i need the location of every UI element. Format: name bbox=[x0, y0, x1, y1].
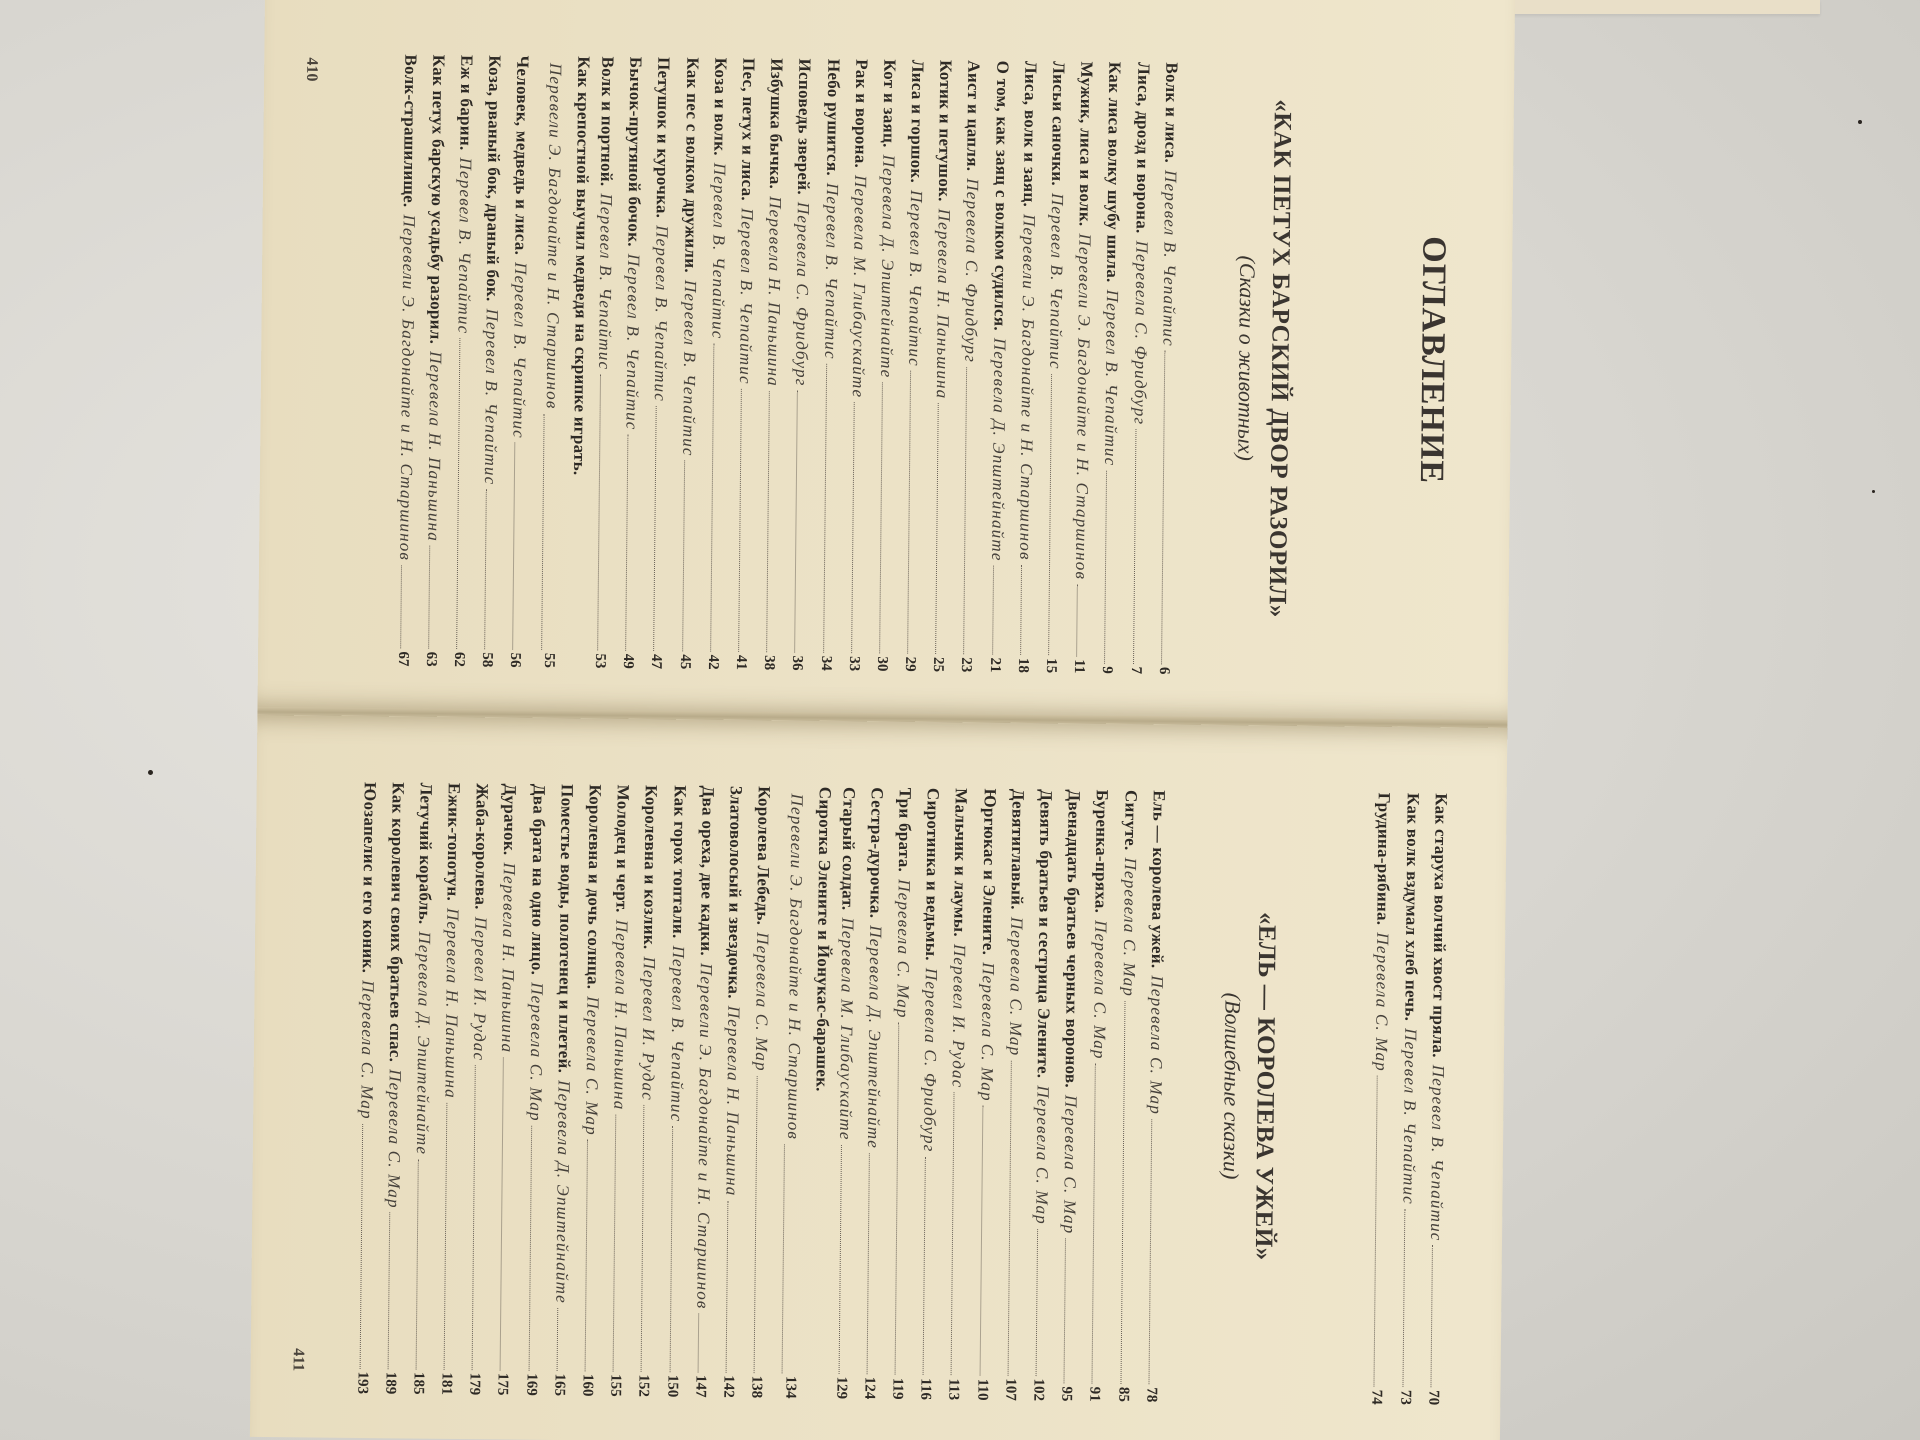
entry-title: Котик и петушок. bbox=[935, 59, 956, 202]
dot-leader bbox=[513, 443, 516, 650]
entry-title: Ежик-топотун. bbox=[443, 782, 464, 902]
entry-page-number: 185 bbox=[410, 1372, 427, 1395]
entry-translator: Перевела С. Мар bbox=[356, 980, 378, 1120]
entry-page-number: 160 bbox=[579, 1373, 596, 1397]
entry-translator: Перевел В. Чепайтис bbox=[820, 182, 842, 360]
entry-translator: Перевел В. Чепайтис bbox=[509, 262, 531, 440]
page-number-left: 410 bbox=[303, 57, 321, 82]
entry-page-number: 6 bbox=[1155, 666, 1172, 675]
entry-title: Летучий корабль. bbox=[415, 782, 436, 925]
entry-title: Сигуте. bbox=[1120, 789, 1141, 851]
dot-leader bbox=[964, 367, 968, 654]
entry-page-number: 18 bbox=[1014, 657, 1031, 673]
entry-page-number: 179 bbox=[466, 1372, 483, 1396]
entry-page-number: 113 bbox=[945, 1378, 963, 1401]
entry-page-number: 116 bbox=[917, 1378, 934, 1400]
dust-speck bbox=[1858, 120, 1862, 124]
entry-page-number: 41 bbox=[732, 654, 750, 671]
entry-title: Как пес с волком дружили. bbox=[680, 57, 702, 274]
dot-leader bbox=[754, 1076, 758, 1373]
dot-leader bbox=[1402, 1209, 1405, 1387]
entry-title: Старый солдат. bbox=[838, 786, 859, 911]
entry-title: Как королевич своих братьев спас. bbox=[385, 782, 408, 1063]
entry-page-number: 62 bbox=[451, 651, 468, 668]
dot-leader bbox=[556, 1308, 558, 1371]
dot-leader bbox=[1036, 1229, 1039, 1376]
entry-page-number: 33 bbox=[845, 656, 862, 672]
entry-translator: Перевел В. Чепайтис bbox=[481, 308, 502, 486]
toc-entry bbox=[1424, 793, 1459, 1405]
dot-leader bbox=[654, 406, 658, 651]
entry-page-number: 21 bbox=[986, 657, 1003, 673]
entry-title: Волк и лиса. bbox=[1161, 62, 1182, 164]
dot-leader bbox=[879, 382, 883, 653]
dot-leader bbox=[795, 391, 799, 653]
entry-title: Златоволосый и звездочка. bbox=[724, 785, 746, 999]
entry-title: Человек, медведь и лиса. bbox=[511, 55, 533, 256]
entry-page-number: 152 bbox=[635, 1374, 652, 1398]
entry-page-number: 142 bbox=[720, 1375, 737, 1398]
dot-leader bbox=[359, 1124, 363, 1369]
entry-page-number: 34 bbox=[817, 655, 834, 671]
dot-leader bbox=[838, 1145, 841, 1374]
entry-translator: Перевела Н. Паньшина bbox=[441, 908, 463, 1099]
entry-page-number: 56 bbox=[507, 652, 524, 668]
dot-leader bbox=[400, 565, 402, 648]
entry-title: Королевна и козлик. bbox=[640, 784, 662, 950]
toc-entry bbox=[1155, 62, 1190, 674]
dot-leader bbox=[541, 413, 544, 649]
entry-translator: Перевела С. Мар bbox=[1090, 920, 1111, 1060]
dot-leader bbox=[597, 374, 601, 650]
entry-title: Мужик, лиса и волк. bbox=[1075, 61, 1097, 227]
entry-translator: Перевела М. Глибаускайте bbox=[848, 175, 870, 399]
entry-translator: Перевела С. Мар bbox=[1372, 932, 1393, 1073]
entry-translator: Перевела Н. Паньшина bbox=[933, 208, 955, 400]
entry-translator: Перевела С. Мар bbox=[893, 879, 914, 1019]
dot-leader bbox=[669, 1126, 673, 1371]
left-page bbox=[258, 0, 1515, 722]
entry-page-number: 138 bbox=[748, 1375, 765, 1399]
entry-page-number: 9 bbox=[1099, 666, 1116, 674]
book-spread bbox=[250, 0, 1515, 1440]
entry-page-number: 95 bbox=[1058, 1386, 1075, 1402]
entry-translator: Перевели Э. Багдонайте и Н. Старшинов bbox=[693, 962, 716, 1310]
entry-title: Волк-страшилище. bbox=[399, 54, 421, 208]
entry-translator: Перевела Д. Эпштейнайте bbox=[987, 337, 1010, 562]
entry-page-number: 193 bbox=[353, 1371, 371, 1395]
dot-leader bbox=[697, 1314, 699, 1373]
toc-entry bbox=[776, 786, 839, 1399]
toc-list-animals bbox=[394, 54, 1190, 674]
entry-translator: Перевел В. Чепайтис bbox=[1046, 192, 1068, 370]
entry-page-number: 175 bbox=[494, 1372, 512, 1396]
entry-title: Как лиса волку шубу шила. bbox=[1103, 61, 1125, 283]
dot-leader bbox=[1092, 1064, 1096, 1384]
entry-title: Поместье воды, полотенец и плетей. bbox=[554, 784, 577, 1074]
entry-page-number: 45 bbox=[676, 654, 693, 670]
entry-page-number: 155 bbox=[607, 1374, 624, 1397]
entry-title: Девятиглавый. bbox=[1007, 788, 1028, 910]
dot-leader bbox=[1076, 584, 1078, 656]
entry-page-number: 102 bbox=[1030, 1378, 1047, 1402]
dot-leader bbox=[1148, 1119, 1152, 1384]
entry-title: Королева Лебедь. bbox=[753, 786, 774, 926]
entry-page-number: 119 bbox=[889, 1377, 906, 1400]
entry-translator: Перевел В. Чепайтис bbox=[454, 157, 476, 335]
entry-title: Грудина-рябина. bbox=[1373, 792, 1395, 926]
dot-leader bbox=[1120, 1001, 1125, 1384]
entry-translator: Перевела С. Мар bbox=[1032, 1085, 1053, 1226]
entry-title: Исповедь зверей. bbox=[794, 58, 815, 196]
dot-leader bbox=[416, 1159, 419, 1369]
dot-leader bbox=[472, 1065, 476, 1369]
dot-leader bbox=[585, 1140, 588, 1371]
entry-title: Сиротка Элените и Йонукас-барашек. bbox=[812, 786, 835, 1092]
entry-translator: Перевел В. Чепайтис bbox=[666, 945, 688, 1123]
entry-title: Девять братьев и сестрица Элените. bbox=[1033, 789, 1056, 1079]
entry-title: Коза и волк. bbox=[710, 57, 731, 156]
page-number-right: 411 bbox=[289, 1348, 307, 1372]
dot-leader bbox=[907, 371, 911, 654]
entry-title: Лиса, дрозд и ворона. bbox=[1132, 62, 1153, 234]
dot-leader bbox=[782, 1144, 785, 1373]
entry-translator: Перевел В. Чепайтис bbox=[1159, 169, 1181, 347]
entry-title: Лиса, волк и заяц. bbox=[1019, 60, 1041, 208]
dot-leader bbox=[1048, 374, 1052, 655]
entry-translator: Перевели Э. Багдонайте и Н. Старшинов bbox=[542, 62, 566, 410]
entry-title: Небо рушится. bbox=[822, 58, 843, 177]
entry-title: Бычок-прутяной бочок. bbox=[624, 56, 646, 247]
section-title-animals: «КАК ПЕТУХ БАРСКИЙ ДВОР РАЗОРИЛ» bbox=[1263, 99, 1296, 618]
dot-leader bbox=[1133, 429, 1136, 663]
dot-leader bbox=[935, 403, 939, 654]
entry-page-number: 11 bbox=[1071, 659, 1088, 674]
entry-title: Два брата на одно лицо. bbox=[527, 783, 549, 976]
entry-title: Буренка-пряха. bbox=[1091, 789, 1113, 914]
dot-leader bbox=[613, 1114, 617, 1371]
entry-page-number: 165 bbox=[551, 1373, 568, 1397]
dot-leader bbox=[428, 546, 430, 649]
dot-leader bbox=[766, 391, 770, 652]
entry-title: Сестра-дурочка. bbox=[866, 787, 887, 919]
entry-translator: Перевел В. Чепайтис bbox=[1399, 1028, 1420, 1206]
entry-translator: Перевела С. Мар bbox=[1119, 857, 1140, 998]
entry-translator: Перевела С. Фридбург bbox=[792, 201, 814, 387]
entry-title: Как волк вздумал хлеб печь. bbox=[1400, 792, 1423, 1022]
dot-leader bbox=[500, 1057, 504, 1370]
dot-leader bbox=[823, 364, 827, 653]
entry-translator: Перевели Э. Багдонайте и Н. Старшинов bbox=[395, 214, 419, 562]
entry-title: Юргюкас и Элените. bbox=[978, 788, 1000, 956]
entry-title: Аист и цапля. bbox=[963, 60, 984, 172]
toc-entry bbox=[535, 56, 598, 669]
entry-translator: Перевели Э. Багдонайте и Н. Старшинов bbox=[783, 793, 807, 1141]
entry-title: Волк и портной. bbox=[597, 56, 618, 187]
section-title-magic: «ЕЛЬ — КОРОЛЕВА УЖЕЙ» bbox=[1249, 911, 1281, 1261]
entry-translator: Перевела С. Мар bbox=[977, 962, 998, 1102]
dot-leader bbox=[456, 338, 460, 649]
toc-entry bbox=[1142, 790, 1177, 1402]
entry-title: Как горох топтали. bbox=[668, 785, 690, 939]
entry-title: Петушок и курочка. bbox=[653, 56, 674, 219]
entry-translator: Перевела С. Мар bbox=[384, 1069, 405, 1209]
toc-title: ОГЛАВЛЕНИЕ bbox=[1412, 236, 1453, 485]
section-subtitle-animals: (Сказки о животных) bbox=[1233, 255, 1261, 461]
dot-leader bbox=[867, 1153, 870, 1374]
dot-leader bbox=[682, 461, 685, 652]
entry-title: Два ореха, две кадки. bbox=[696, 785, 718, 957]
toc-list-continued bbox=[1368, 793, 1459, 1406]
dot-leader bbox=[1374, 1076, 1378, 1387]
entry-title: Как крепостной выучил медведя на скрипке играть. bbox=[570, 56, 594, 476]
entry-title: Дурачок. bbox=[500, 783, 521, 856]
entry-translator: Перевел В. Чепайтис bbox=[651, 225, 673, 403]
entry-translator: Перевела С. Фридбург bbox=[961, 178, 983, 364]
dot-leader bbox=[895, 1023, 900, 1375]
entry-page-number: 124 bbox=[861, 1376, 878, 1400]
entry-page-number: 91 bbox=[1086, 1386, 1103, 1402]
entry-translator: Перевел В. Чепайтис bbox=[905, 190, 927, 367]
entry-page-number: 42 bbox=[704, 654, 721, 670]
entry-page-number: 36 bbox=[789, 655, 806, 671]
section-subtitle-magic: (Волшебные сказки) bbox=[1218, 992, 1246, 1180]
entry-translator: Перевела Д. Эпштейнайте bbox=[552, 1080, 574, 1304]
dot-leader bbox=[1430, 1246, 1432, 1388]
entry-page-number: 78 bbox=[1143, 1387, 1160, 1403]
dot-leader bbox=[726, 1201, 729, 1373]
entry-page-number: 15 bbox=[1042, 658, 1060, 674]
entry-translator: Перевела С. Мар bbox=[525, 982, 547, 1122]
dot-leader bbox=[951, 1092, 955, 1375]
entry-title: Лиса и горшок. bbox=[907, 59, 928, 184]
entry-translator: Перевела С. Мар bbox=[1005, 916, 1027, 1057]
entry-translator: Перевел В. Чепайтис bbox=[1101, 289, 1123, 467]
entry-title: Избушка бычка. bbox=[766, 58, 787, 190]
dot-leader bbox=[1020, 565, 1022, 655]
entry-page-number: 47 bbox=[648, 653, 665, 670]
entry-page-number: 67 bbox=[394, 651, 411, 667]
entry-translator: Перевел В. Чепайтис bbox=[678, 279, 700, 457]
entry-page-number: 63 bbox=[422, 651, 440, 667]
entry-translator: Перевела Н. Паньшина bbox=[498, 862, 520, 1054]
entry-page-number: 110 bbox=[973, 1378, 991, 1401]
entry-translator: Перевел В. Чепайтис bbox=[708, 162, 730, 340]
entry-translator: Перевела Н. Паньшина bbox=[610, 919, 632, 1111]
dot-leader bbox=[1104, 470, 1107, 663]
entry-title: Юозапелис и его коник. bbox=[358, 781, 380, 974]
entry-page-number: 74 bbox=[1368, 1389, 1385, 1405]
entry-translator: Перевела Н. Паньшина bbox=[764, 196, 786, 387]
entry-translator: Перевела Н. Паньшина bbox=[722, 1005, 744, 1197]
dot-leader bbox=[992, 566, 994, 655]
toc-list-magic bbox=[353, 782, 1177, 1403]
dot-leader bbox=[625, 435, 628, 651]
dot-leader bbox=[484, 489, 487, 649]
entry-title: Сиротинка и ведьмы. bbox=[922, 787, 944, 962]
entry-title: Три брата. bbox=[894, 787, 915, 873]
dot-leader bbox=[1161, 351, 1165, 664]
entry-page-number: 23 bbox=[958, 657, 975, 673]
entry-page-number: 85 bbox=[1114, 1386, 1132, 1403]
entry-page-number: 30 bbox=[873, 656, 891, 672]
entry-translator: Перевели Э. Багдонайте и Н. Старшинов bbox=[1072, 233, 1095, 581]
entry-title: Как старуха волчий хвост пряла. bbox=[1428, 793, 1451, 1058]
entry-page-number: 38 bbox=[761, 655, 778, 671]
entry-page-number: 150 bbox=[663, 1374, 681, 1398]
entry-page-number: 73 bbox=[1396, 1389, 1414, 1406]
dust-speck bbox=[148, 770, 153, 775]
entry-translator: Перевел В. Чепайтис bbox=[622, 253, 644, 431]
entry-page-number: 181 bbox=[438, 1372, 455, 1395]
entry-page-number: 25 bbox=[930, 656, 947, 673]
entry-translator: Перевела Д. Эпштейнайте bbox=[863, 925, 886, 1150]
entry-translator: Перевел В. Чепайтис bbox=[1426, 1064, 1448, 1242]
right-page bbox=[250, 715, 1507, 1440]
entry-translator: Перевела С. Мар bbox=[1060, 1094, 1081, 1235]
entry-title: Молодец и черт. bbox=[612, 784, 633, 913]
entry-page-number: 55 bbox=[540, 652, 557, 669]
dot-leader bbox=[444, 1103, 448, 1370]
entry-translator: Перевела С. Фридбург bbox=[1130, 240, 1152, 426]
dot-leader bbox=[851, 402, 855, 653]
entry-title: Лисьи саночки. bbox=[1048, 61, 1069, 187]
entry-translator: Перевел В. Чепайтис bbox=[595, 193, 616, 371]
entry-title: Ель — королева ужей. bbox=[1147, 790, 1169, 969]
entry-page-number: 58 bbox=[479, 652, 496, 668]
entry-translator: Перевел И. Рудас bbox=[470, 916, 491, 1062]
dot-leader bbox=[710, 344, 714, 652]
entry-translator: Перевела С. Мар bbox=[582, 996, 603, 1136]
entry-translator: Перевел И. Рудас bbox=[949, 943, 970, 1089]
entry-page-number: 134 bbox=[781, 1375, 799, 1399]
entry-title: Кот и заяц. bbox=[879, 59, 900, 148]
entry-page-number: 147 bbox=[692, 1374, 709, 1398]
entry-title: Пес, петух и лиса. bbox=[737, 57, 759, 202]
entry-title: Еж и барин. bbox=[456, 54, 477, 151]
entry-translator: Перевела С. Мар bbox=[1146, 975, 1167, 1116]
dot-leader bbox=[1064, 1238, 1067, 1383]
entry-title: Рак и ворона. bbox=[850, 59, 872, 169]
dot-leader bbox=[387, 1213, 390, 1369]
entry-page-number: 49 bbox=[620, 653, 637, 669]
entry-translator: Перевели Э. Багдонайте и Н. Старшинов bbox=[1015, 213, 1039, 561]
entry-translator: Перевела Н. Паньшина bbox=[424, 351, 446, 543]
entry-translator: Перевела С. Фридбург bbox=[920, 967, 942, 1153]
dot-leader bbox=[979, 1106, 983, 1376]
entry-title: Двенадцать братьев черных воронов. bbox=[1061, 789, 1084, 1089]
entry-title: Мальчик и лаумы. bbox=[950, 788, 972, 938]
entry-page-number: 70 bbox=[1425, 1390, 1442, 1406]
entry-title: Жаба-королева. bbox=[471, 783, 493, 910]
entry-page-number: 189 bbox=[382, 1371, 399, 1395]
entry-page-number: 107 bbox=[1002, 1378, 1019, 1401]
entry-page-number: 7 bbox=[1127, 666, 1144, 675]
dot-leader bbox=[1007, 1060, 1011, 1375]
entry-title: О том, как заяц с волком судился. bbox=[990, 60, 1013, 332]
entry-translator: Перевел И. Рудас bbox=[638, 956, 660, 1102]
entry-title: Королевна и дочь солнца. bbox=[583, 784, 605, 990]
dot-leader bbox=[738, 389, 742, 652]
dot-leader bbox=[923, 1157, 926, 1376]
entry-title: Коза, рваный бок, драный бок. bbox=[483, 55, 505, 302]
entry-page-number: 129 bbox=[833, 1376, 850, 1400]
dust-speck bbox=[1872, 490, 1875, 493]
dot-leader bbox=[641, 1105, 645, 1371]
entry-translator: Перевела Д. Эпштейнайте bbox=[412, 931, 435, 1156]
entry-page-number: 169 bbox=[522, 1373, 540, 1396]
entry-page-number: 53 bbox=[592, 653, 609, 669]
entry-title: Как петух барскую усадьбу разорил. bbox=[426, 54, 449, 345]
entry-translator: Перевела М. Глибаускайте bbox=[835, 917, 858, 1141]
entry-translator: Перевела С. Мар bbox=[751, 932, 773, 1072]
entry-translator: Перевел В. Чепайтис bbox=[735, 207, 757, 385]
dot-leader bbox=[528, 1126, 532, 1371]
entry-translator: Перевела Д. Эпштейнайте bbox=[876, 154, 899, 379]
entry-page-number: 29 bbox=[902, 656, 919, 672]
